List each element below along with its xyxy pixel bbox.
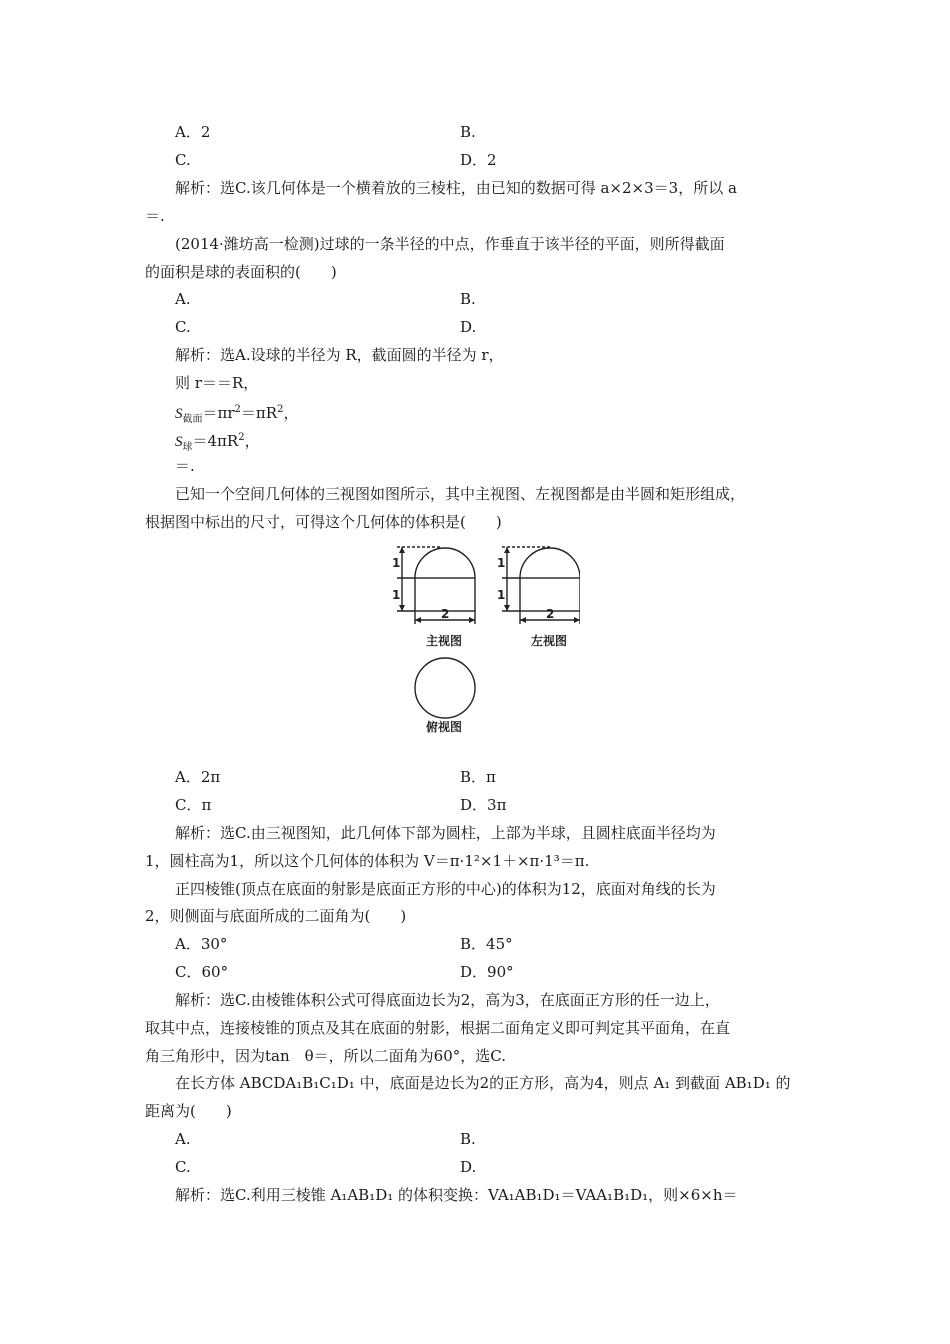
- side-dim-label-1-bottom: 1: [497, 588, 506, 602]
- formula-part: ，: [244, 432, 260, 450]
- q3-option-a: A．2π: [175, 768, 221, 786]
- q2-option-a: A.: [175, 290, 191, 308]
- superscript: 2: [238, 432, 245, 443]
- q1-option-a: A．2: [175, 123, 211, 141]
- superscript: 2: [234, 404, 241, 415]
- q2-solution-line1: 解析：选A.设球的半径为 R，截面圆的半径为 r，: [175, 346, 504, 364]
- three-view-svg: [380, 540, 580, 740]
- arrow-icon: [469, 617, 475, 623]
- s-subscript: 截面: [182, 414, 203, 425]
- arrow-icon: [574, 617, 580, 623]
- q1-solution-line2: ＝.: [145, 207, 165, 225]
- side-view-label: 左视图: [531, 634, 568, 648]
- q3-option-d: D．3π: [460, 796, 507, 814]
- q5-option-a: A.: [175, 1130, 191, 1148]
- q3-stem-line1: 已知一个空间几何体的三视图如图所示，其中主视图、左视图都是由半圆和矩形组成，: [175, 485, 746, 503]
- q4-solution-line1: 解析：选C.由棱锥体积公式可得底面边长为2，高为3，在底面正方形的任一边上，: [175, 991, 720, 1009]
- q1-option-c: C.: [175, 151, 191, 169]
- q4-option-c: C．60°: [175, 963, 229, 981]
- arrow-icon: [504, 605, 510, 611]
- s-subscript: 球: [182, 442, 193, 453]
- q4-solution-line2: 取其中点，连接棱锥的顶点及其在底面的射影，根据二面角定义即可判定其平面角，在直: [145, 1019, 731, 1037]
- q1-solution-line1: 解析：选C.该几何体是一个横着放的三棱柱，由已知的数据可得 a×2×3＝3，所以 a: [175, 179, 737, 197]
- formula-part: ，: [283, 404, 299, 422]
- q5-solution-line1: 解析：选C.利用三棱锥 A₁AB₁D₁ 的体积变换：VA₁AB₁D₁＝VAA₁B₁D₁，则×6×h＝: [175, 1186, 738, 1204]
- front-dim-label-2: 2: [441, 607, 450, 621]
- side-dim-label-1-top: 1: [497, 556, 506, 570]
- q3-solution-line2: 1，圆柱高为1，所以这个几何体的体积为 V＝π·1²×1＋×π·1³＝π.: [145, 852, 590, 870]
- q4-option-b: B．45°: [460, 935, 513, 953]
- front-semicircle: [415, 548, 475, 578]
- three-view-figure: [380, 540, 580, 740]
- q1-option-d: D．2: [460, 151, 497, 169]
- superscript: 2: [277, 404, 284, 415]
- q2-solution-line2: 则 r＝＝R，: [175, 374, 259, 392]
- front-view-label: 主视图: [426, 634, 463, 648]
- arrow-icon: [399, 547, 405, 553]
- q2-option-d: D.: [460, 318, 477, 336]
- q2-solution-line4: [175, 428, 260, 458]
- q3-option-c: C．π: [175, 796, 212, 814]
- q5-option-c: C.: [175, 1158, 191, 1176]
- side-dim-label-2: 2: [546, 607, 555, 621]
- formula-part: ＝πr: [202, 404, 235, 422]
- q2-stem-line1: (2014·潍坊高一检测)过球的一条半径的中点，作垂直于该半径的平面，则所得截面: [175, 235, 725, 253]
- q2-option-c: C.: [175, 318, 191, 336]
- arrow-icon: [415, 617, 421, 623]
- q5-stem-line2: 距离为( ): [145, 1102, 232, 1120]
- q5-stem-line1: 在长方体 ABCDA₁B₁C₁D₁ 中，底面是边长为2的正方形，高为4，则点 A₁ 到截面 AB₁D₁ 的: [175, 1074, 791, 1092]
- top-view-label: 俯视图: [426, 720, 463, 734]
- top-view-circle: [415, 658, 475, 718]
- q5-option-d: D.: [460, 1158, 477, 1176]
- q4-option-d: D．90°: [460, 963, 514, 981]
- q4-stem-line1: 正四棱锥(顶点在底面的射影是底面正方形的中心)的体积为12，底面对角线的长为: [175, 880, 716, 898]
- front-dim-label-1-bottom: 1: [392, 588, 401, 602]
- formula-part: ＝πR: [240, 404, 278, 422]
- arrow-icon: [399, 605, 405, 611]
- front-dim-label-1-top: 1: [392, 556, 401, 570]
- q2-option-b: B.: [460, 290, 476, 308]
- formula-part: ＝4πR: [192, 432, 239, 450]
- arrow-icon: [520, 617, 526, 623]
- q3-stem-line2: 根据图中标出的尺寸，可得这个几何体的体积是( ): [145, 513, 502, 531]
- q4-solution-line3: 角三角形中，因为tan θ＝，所以二面角为60°，选C.: [145, 1047, 506, 1065]
- q4-stem-line2: 2，则侧面与底面所成的二面角为( ): [145, 907, 407, 925]
- s-symbol: S: [175, 406, 183, 422]
- q1-option-b: B.: [460, 123, 476, 141]
- q2-solution-line3: [175, 400, 298, 430]
- arrow-icon: [504, 547, 510, 553]
- q3-solution-line1: 解析：选C.由三视图知，此几何体下部为圆柱，上部为半球，且圆柱底面半径均为: [175, 824, 716, 842]
- s-symbol: S: [175, 434, 183, 450]
- q2-stem-line2: 的面积是球的表面积的( ): [145, 263, 337, 281]
- side-semicircle: [520, 548, 580, 578]
- q5-option-b: B.: [460, 1130, 476, 1148]
- q4-option-a: A．30°: [175, 935, 228, 953]
- q2-solution-line5: ＝.: [175, 457, 195, 475]
- q3-option-b: B．π: [460, 768, 496, 786]
